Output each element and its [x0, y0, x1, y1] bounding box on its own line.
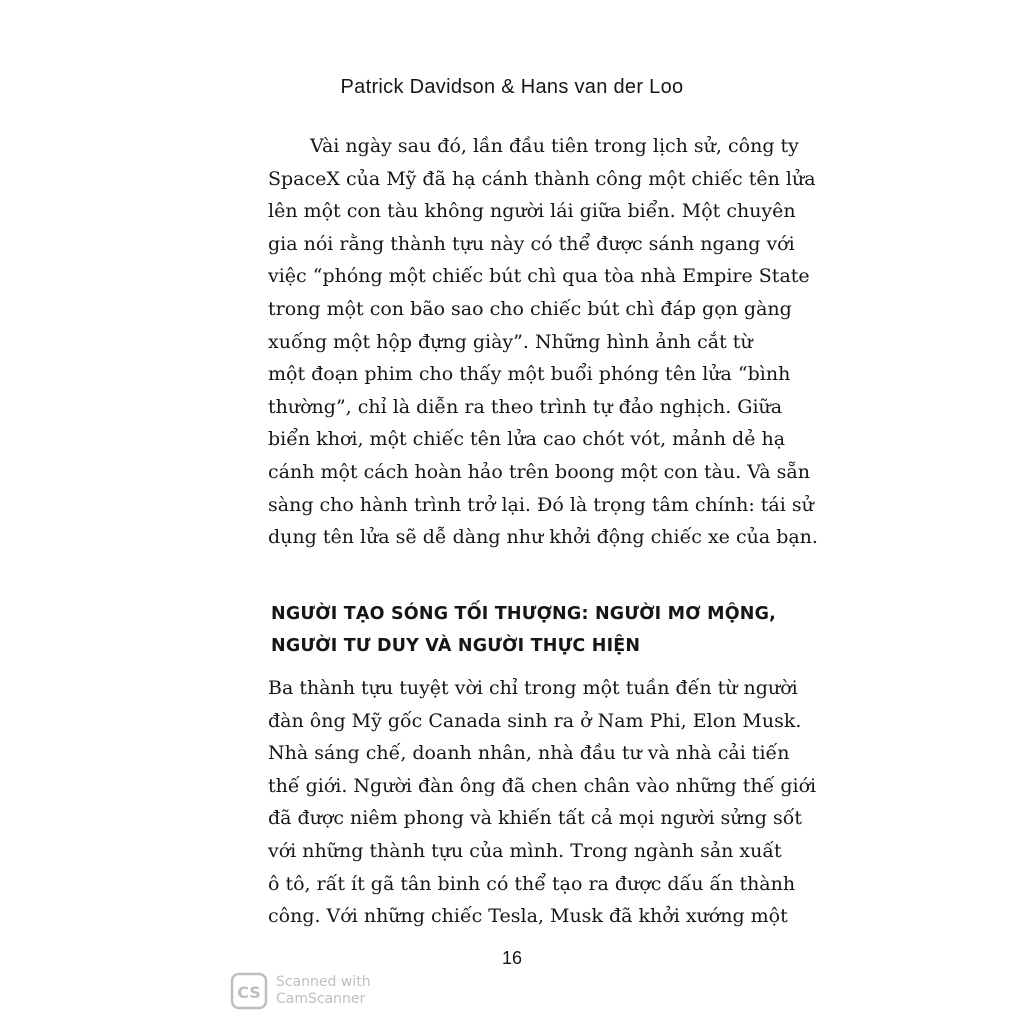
text-line: sàng cho hành trình trở lại. Đó là trọng tâm chính: tái sử [268, 493, 814, 516]
watermark-text [276, 974, 371, 1008]
text-line: đàn ông Mỹ gốc Canada sinh ra ở Nam Phi, Elon Musk. [268, 709, 802, 732]
text-line: dụng tên lửa sẽ dễ dàng như khởi động chiếc xe của bạn. [268, 526, 818, 549]
heading-line: NGƯỜI TƯ DUY VÀ NGƯỜI THỰC HIỆN [271, 636, 641, 656]
paragraph-2 [268, 672, 817, 933]
text-line: với những thành tựu của mình. Trong ngành sản xuất [268, 839, 782, 862]
text-line: ô tô, rất ít gã tân binh có thể tạo ra được dấu ấn thành [268, 872, 796, 895]
running-header: Patrick Davidson & Hans van der Loo [340, 76, 684, 98]
camscanner-watermark [230, 972, 371, 1010]
text-line: Vài ngày sau đó, lần đầu tiên trong lịch sử, công ty [310, 135, 799, 157]
text-line: một đoạn phim cho thấy một buổi phóng tên lửa “bình [268, 363, 791, 386]
text-line: công. Với những chiếc Tesla, Musk đã khởi xướng một [268, 905, 788, 928]
text-line: cánh một cách hoàn hảo trên boong một con tàu. Và sẵn [268, 460, 810, 483]
heading-line: NGƯỜI TẠO SÓNG TỐI THƯỢNG: NGƯỜI MƠ MỘNG, [271, 604, 777, 624]
text-line: Ba thành tựu tuyệt vời chỉ trong một tuần đến từ người [268, 677, 798, 699]
text-line: xuống một hộp đựng giày”. Những hình ảnh cắt từ [268, 330, 753, 353]
text-line: đã được niêm phong và khiến tất cả mọi người sửng sốt [268, 807, 802, 830]
text-line: Nhà sáng chế, doanh nhân, nhà đầu tư và nhà cải tiến [268, 742, 790, 765]
text-line: thế giới. Người đàn ông đã chen chân vào những thế giới [268, 774, 817, 797]
paragraph-1 [268, 130, 818, 554]
watermark-line-2: CamScanner [276, 991, 366, 1007]
text-line: thường”, chỉ là diễn ra theo trình tự đảo nghịch. Giữa [268, 395, 783, 418]
text-line: lên một con tàu không người lái giữa biển. Một chuyên [268, 200, 796, 223]
text-line: biển khơi, một chiếc tên lửa cao chót vót, mảnh dẻ hạ [268, 428, 786, 451]
text-line: gia nói rằng thành tựu này có thể được sánh ngang với [268, 232, 795, 255]
text-line: trong một con bão sao cho chiếc bút chì đáp gọn gàng [268, 297, 792, 320]
watermark-line-1: Scanned with [276, 974, 371, 990]
camscanner-logo-icon [230, 972, 268, 1010]
text-line: việc “phóng một chiếc bút chì qua tòa nhà Empire State [268, 265, 810, 288]
section-heading [271, 598, 791, 662]
camscanner-logo-text: CS [237, 983, 261, 1002]
text-line: SpaceX của Mỹ đã hạ cánh thành công một chiếc tên lửa [268, 167, 816, 190]
page-number: 16 [501, 948, 523, 968]
